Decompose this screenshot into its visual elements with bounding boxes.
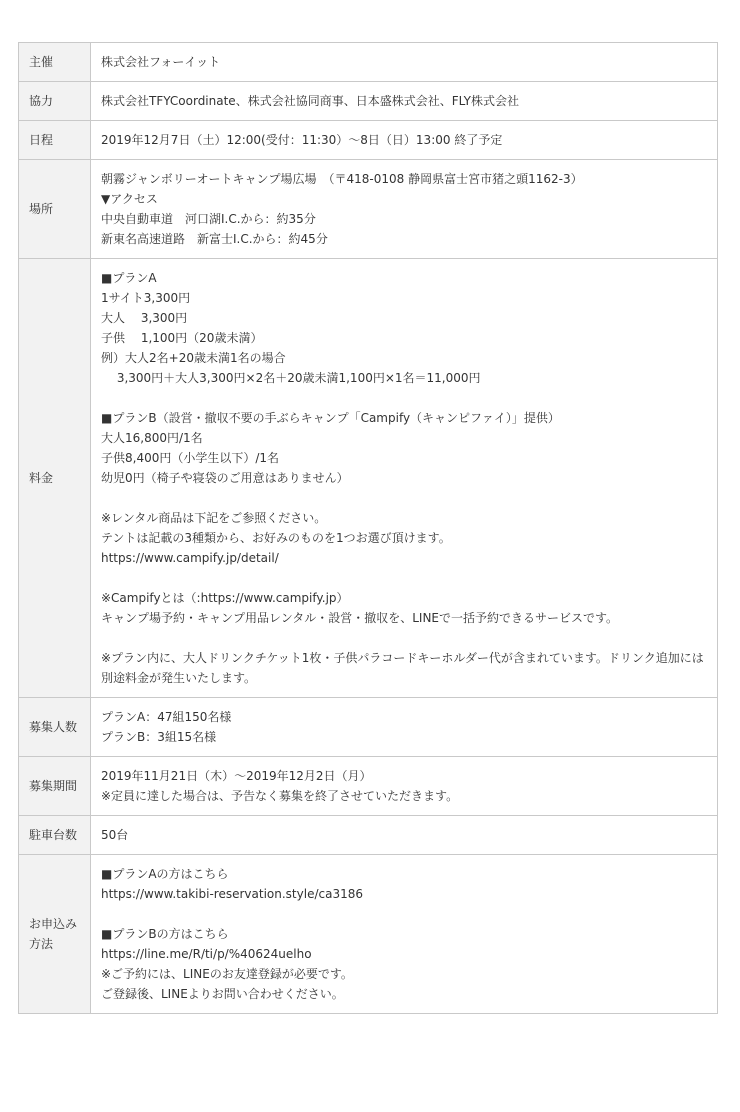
value-line: 株式会社フォーイット — [101, 55, 221, 69]
row-value — [91, 259, 718, 698]
row-value — [91, 816, 718, 855]
row-label: 募集人数 — [19, 698, 91, 757]
value-line: 新東名高速道路 新富士I.C.から：約45分 — [101, 232, 328, 246]
blank-line — [101, 568, 707, 588]
value-line: ■プランB（設営・撤収不要の手ぶらキャンプ「Campify（キャンピファイ）」提供） — [101, 411, 560, 425]
row-how-to-apply — [19, 855, 718, 1014]
row-label: 募集期間 — [19, 757, 91, 816]
value-line: 1サイト3,300円 — [101, 291, 191, 305]
row-label: お申込み方法 — [19, 855, 91, 1014]
value-line: テントは記載の3種類から、お好みのものを1つお選び頂けます。 — [101, 531, 451, 545]
row-host — [19, 43, 718, 82]
value-line: 幼児0円（椅子や寝袋のご用意はありません） — [101, 471, 349, 485]
blank-line — [101, 388, 707, 408]
value-line: 朝霧ジャンボリーオートキャンプ場広場 （〒418-0108 静岡県富士宮市猪之頭1162-3） — [101, 172, 583, 186]
value-line: 大人 3,300円 — [101, 311, 188, 325]
blank-line — [101, 488, 707, 508]
row-label: 日程 — [19, 121, 91, 160]
value-line: プランB：3組15名様 — [101, 730, 217, 744]
value-line: ※Campifyとは（:https://www.campify.jp） — [101, 591, 349, 605]
value-line: キャンプ場予約・キャンプ用品レンタル・設営・撤収を、LINEで一括予約できるサービスです。 — [101, 611, 619, 625]
value-line: 2019年12月7日（土）12:00(受付：11:30）～8日（日）13:00 終了予定 — [101, 133, 503, 147]
value-line: 大人16,800円/1名 — [101, 431, 203, 445]
row-value — [91, 757, 718, 816]
value-line: 2019年11月21日（木）～2019年12月2日（月） — [101, 769, 372, 783]
row-value — [91, 121, 718, 160]
row-fee — [19, 259, 718, 698]
row-label: 駐車台数 — [19, 816, 91, 855]
value-line: プランA：47組150名様 — [101, 710, 232, 724]
plan-a-url[interactable]: https://www.takibi-reservation.style/ca3186 — [101, 887, 363, 901]
blank-line — [101, 628, 707, 648]
row-label: 場所 — [19, 160, 91, 259]
value-line: ■プランA — [101, 271, 157, 285]
row-value — [91, 82, 718, 121]
row-venue — [19, 160, 718, 259]
value-line: ※ご予約には、LINEのお友達登録が必要です。 — [101, 967, 353, 981]
value-line: ■プランBの方はこちら — [101, 927, 229, 941]
value-line: ■プランAの方はこちら — [101, 867, 229, 881]
row-value — [91, 43, 718, 82]
row-label: 協力 — [19, 82, 91, 121]
row-schedule — [19, 121, 718, 160]
row-value — [91, 855, 718, 1014]
value-line: 3,300円＋大人3,300円×2名＋20歳未満1,100円×1名＝11,000円 — [101, 371, 481, 385]
row-label: 料金 — [19, 259, 91, 698]
event-info-table — [18, 42, 718, 1014]
value-line: 50台 — [101, 828, 129, 842]
value-line: ※プラン内に、大人ドリンクチケット1枚・子供パラコードキーホルダー代が含まれています。ドリンク追加には別途料金が発生いたします。 — [101, 651, 704, 685]
value-line: 子供 1,100円（20歳未満） — [101, 331, 263, 345]
event-info-body — [19, 43, 718, 1014]
row-cooperation — [19, 82, 718, 121]
value-line: 子供8,400円（小学生以下）/1名 — [101, 451, 280, 465]
value-line: ※レンタル商品は下記をご参照ください。 — [101, 511, 327, 525]
row-label: 主催 — [19, 43, 91, 82]
row-capacity — [19, 698, 718, 757]
value-line: ▼アクセス — [101, 192, 158, 206]
value-line: ご登録後、LINEよりお問い合わせください。 — [101, 987, 344, 1001]
value-line: 株式会社TFYCoordinate、株式会社協同商事、日本盛株式会社、FLY株式会社 — [101, 94, 520, 108]
value-line: 例）大人2名+20歳未満1名の場合 — [101, 351, 286, 365]
value-line: ※定員に達した場合は、予告なく募集を終了させていただきます。 — [101, 789, 459, 803]
value-line: 中央自動車道 河口湖I.C.から：約35分 — [101, 212, 316, 226]
blank-line — [101, 904, 707, 924]
row-application-period — [19, 757, 718, 816]
plan-b-url[interactable]: https://line.me/R/ti/p/%40624uelho — [101, 947, 312, 961]
row-value — [91, 160, 718, 259]
row-parking — [19, 816, 718, 855]
row-value — [91, 698, 718, 757]
rental-url[interactable]: https://www.campify.jp/detail/ — [101, 551, 279, 565]
